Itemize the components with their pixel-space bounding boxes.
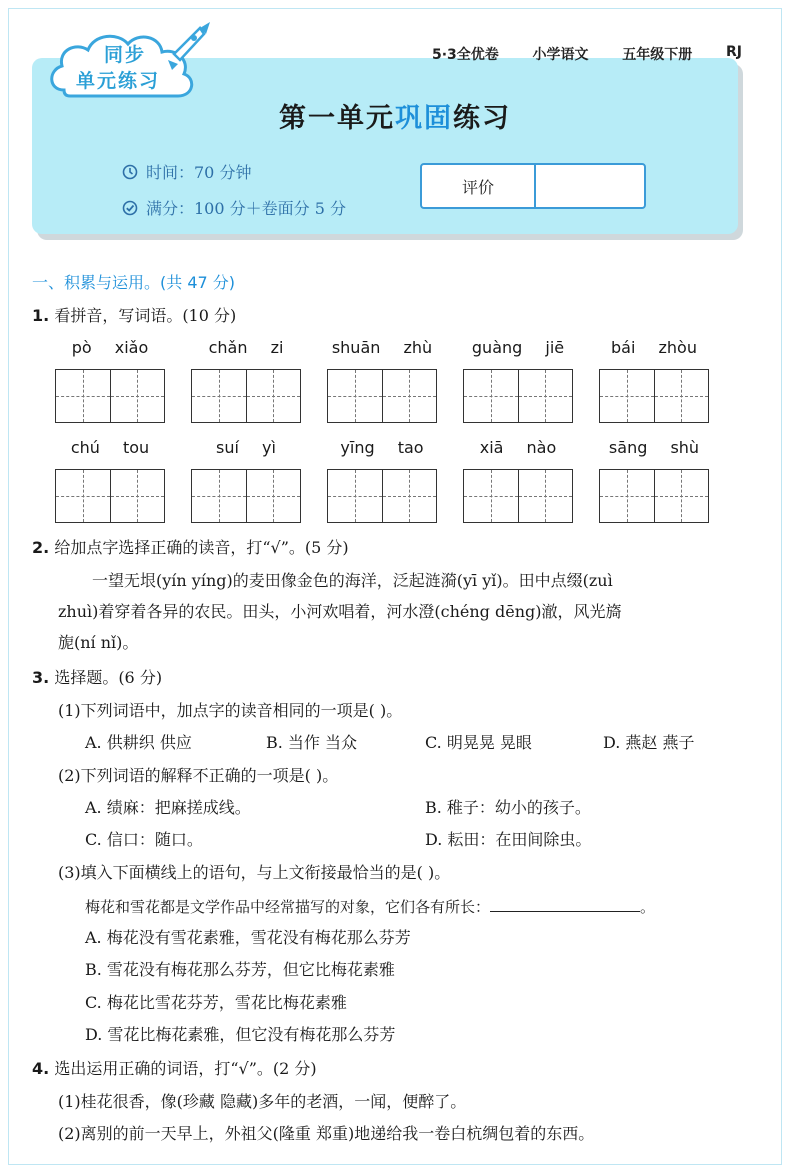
page-title: 第一单元巩固练习 [279, 103, 511, 134]
rocket-icon [168, 22, 210, 70]
q3-option[interactable]: C. 明晃晃 晃眼 [425, 733, 532, 752]
writing-grid[interactable] [599, 469, 709, 523]
time-info [122, 160, 251, 183]
q4-stem: 4. 选出运用正确的词语，打“√”。(2 分) [32, 1059, 317, 1078]
q3-option[interactable]: B. 稚子：幼小的孩子。 [425, 798, 591, 817]
check-circle-icon [122, 200, 138, 216]
q3-stem: 3. 选择题。(6 分) [32, 668, 163, 687]
q3-option[interactable]: D. 雪花比梅花素雅，但它没有梅花那么芬芳 [85, 1025, 396, 1044]
q3-option[interactable]: C. 梅花比雪花芬芳，雪花比梅花素雅 [85, 993, 347, 1012]
book-grade: 五年级下册 [622, 47, 693, 63]
pinyin-label: pò xiǎo [71, 338, 149, 357]
q2-paragraph-line: 一望无垠(yín yíng)的麦田像金色的海洋，泛起涟漪(yī yǐ)。田中点缀(zuì [92, 571, 613, 590]
book-info [432, 44, 742, 64]
q3-option[interactable]: D. 耘田：在田间除虫。 [425, 830, 592, 849]
q1-stem: 1. 看拼音，写词语。(10 分) [32, 306, 237, 325]
writing-grid[interactable] [463, 369, 573, 423]
pinyin-label: sāng shù [608, 438, 700, 457]
writing-grid[interactable] [55, 369, 165, 423]
q3-sub3: (3)填入下面横线上的语句，与上文衔接最恰当的是( )。 [58, 863, 451, 882]
q3-option[interactable]: B. 雪花没有梅花那么芬芳，但它比梅花素雅 [85, 960, 395, 979]
q2-paragraph-line: zhuì)着穿着各异的农民。田头，小河欢唱着，河水澄(chéng dēng)澈，风光旖 [58, 602, 622, 621]
badge-line2: 单元练习 [76, 70, 161, 92]
q4-sub1: (1)桂花很香，像(珍藏 隐藏)多年的老酒，一闻，便醉了。 [58, 1092, 467, 1111]
evaluation-field[interactable] [536, 165, 644, 207]
q3-option[interactable]: B. 当作 当众 [266, 733, 358, 752]
book-series: 5·3全优卷 [432, 47, 499, 63]
clock-icon [122, 164, 138, 180]
writing-grid[interactable] [191, 469, 301, 523]
pinyin-label: yīng tao [340, 438, 424, 457]
writing-grid[interactable] [55, 469, 165, 523]
score-text: 满分：100 分＋卷面分 5 分 [146, 199, 346, 218]
q3-sub1: (1)下列词语中，加点字的读音相同的一项是( )。 [58, 701, 403, 720]
answer-blank[interactable] [490, 895, 640, 912]
pinyin-label: chú tou [70, 438, 150, 457]
evaluation-box [420, 163, 646, 209]
pinyin-label: chǎn zi [208, 338, 284, 357]
q4-sub2: (2)离别的前一天早上，外祖父(隆重 郑重)地递给我一卷白杭绸包着的东西。 [58, 1124, 595, 1143]
writing-grid[interactable] [463, 469, 573, 523]
writing-grid[interactable] [327, 469, 437, 523]
evaluation-label: 评价 [422, 165, 536, 207]
q3-option[interactable]: A. 梅花没有雪花素雅，雪花没有梅花那么芬芳 [85, 928, 411, 947]
pinyin-label: suí yì [216, 438, 276, 457]
q3-sub3-stem: 梅花和雪花都是文学作品中经常描写的对象，它们各有所长： 。 [85, 895, 655, 918]
time-text: 时间：70 分钟 [146, 163, 252, 182]
score-info [122, 196, 346, 219]
pinyin-label: shuān zhù [331, 338, 433, 357]
badge-line1: 同步 [104, 44, 147, 66]
q2-stem: 2. 给加点字选择正确的读音，打“√”。(5 分) [32, 538, 349, 557]
writing-grid[interactable] [599, 369, 709, 423]
q3-sub2: (2)下列词语的解释不正确的一项是( )。 [58, 766, 339, 785]
q3-option[interactable]: A. 供耕织 供应 [85, 733, 192, 752]
q3-option[interactable]: A. 绩麻：把麻搓成线。 [85, 798, 251, 817]
section-title: 一、积累与运用。(共 47 分) [32, 273, 236, 292]
writing-grid[interactable] [191, 369, 301, 423]
book-edition: RJ [725, 44, 742, 60]
writing-grid[interactable] [327, 369, 437, 423]
pinyin-label: guàng jiē [471, 338, 565, 357]
pinyin-label: xiā nào [479, 438, 557, 457]
book-subject: 小学语文 [532, 47, 589, 63]
q3-option[interactable]: C. 信口：随口。 [85, 830, 203, 849]
pinyin-label: bái zhòu [611, 338, 697, 357]
q2-paragraph-line: 旎(ní nǐ)。 [58, 633, 139, 652]
q3-option[interactable]: D. 燕赵 燕子 [603, 733, 695, 752]
